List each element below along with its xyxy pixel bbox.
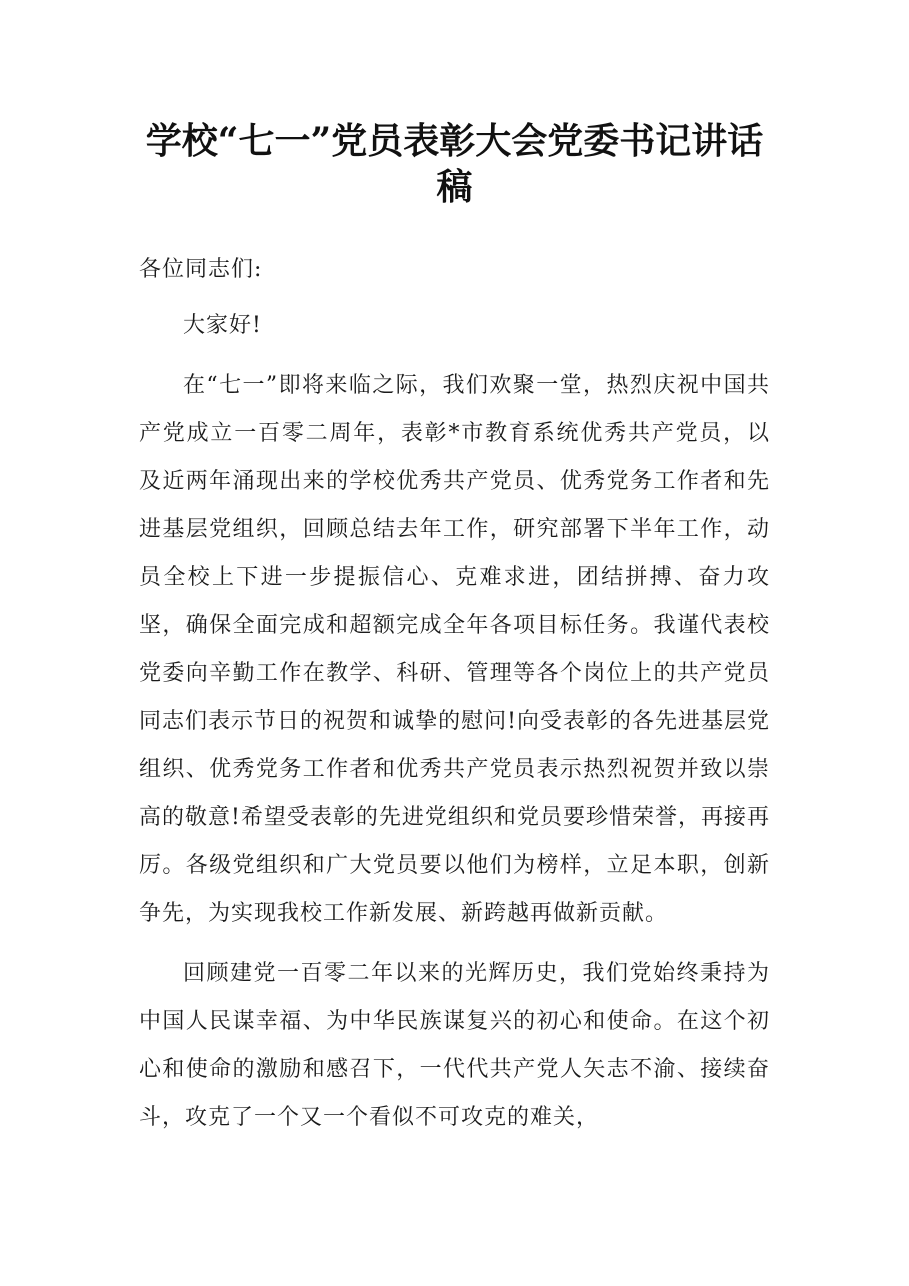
paragraph-greeting: 大家好! (183, 313, 262, 338)
paragraph-opening: 在“七一”即将来临之际，我们欢聚一堂，热烈庆祝中国共产党成立一百零二周年，表彰*市教育系统优秀共产党员，以及近两年涌现出来的学校优秀共产党员、优秀党务工作者和先进基层党组织，回顾总结去年工作，研究部署下半年工作，动员全校上下进一步提振信心、克难求进，团结拼搏、奋力攻坚，确保全面完成和超额完成全年各项目标任务。我谨代表校党委向辛勤工作在教学、科研、管理等各个岗位上的共产党员同志们表示节日的祝贺和诚挚的慰问!向受表彰的各先进基层党组织、优秀党务工作者和优秀共产党员表示热烈祝贺并致以崇高的敬意!希望受表彰的先进党组织和党员要珍惜荣誉，再接再厉。各级党组织和广大党员要以他们为榜样，立足本职，创新争先，为实现我校工作新发展、新跨越再做新贡献。 (139, 373, 770, 926)
document-page (139, 118, 770, 1142)
document-title: 学校“七一”党员表彰大会党委书记讲话稿 (145, 120, 764, 208)
paragraph-history: 回顾建党一百零二年以来的光辉历史，我们党始终秉持为中国人民谋幸福、为中华民族谋复兴的初心和使命。在这个初心和使命的激励和感召下，一代代共产党人矢志不渝、接续奋斗，攻克了一个又一个看似不可攻克的难关， (139, 961, 770, 1130)
salutation: 各位同志们: (139, 257, 263, 282)
